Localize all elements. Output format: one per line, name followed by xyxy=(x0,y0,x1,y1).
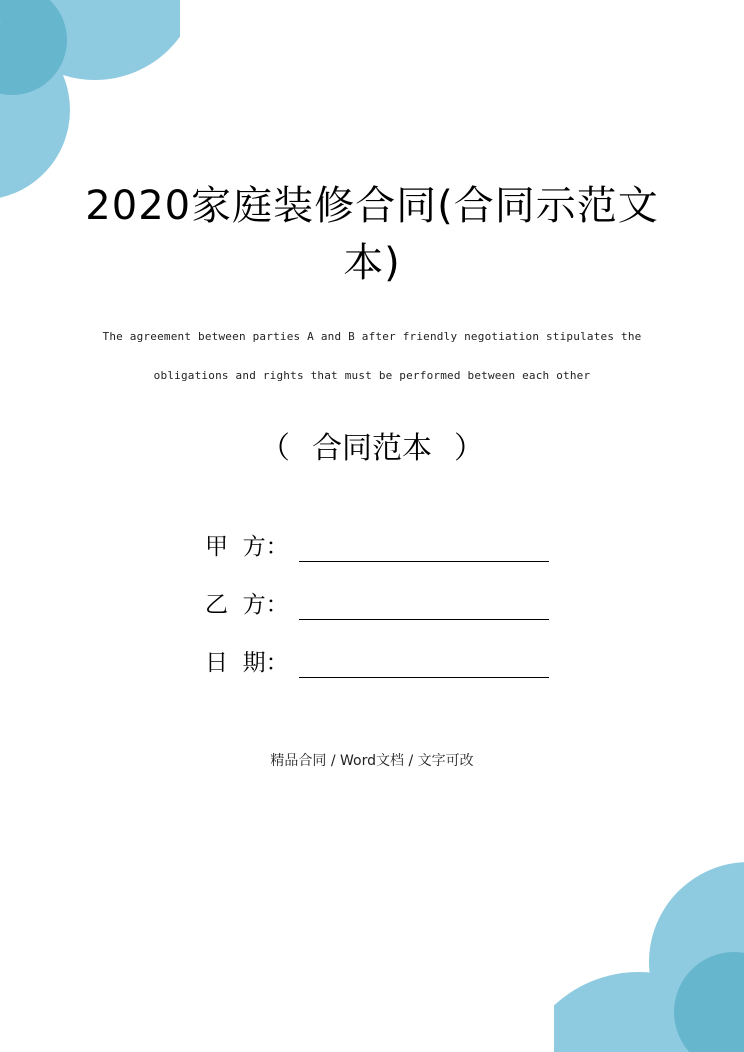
date-label: 日 期： xyxy=(205,650,289,676)
date-blank-line[interactable] xyxy=(299,651,549,678)
corner-decoration-bottom-right xyxy=(554,852,744,1052)
english-description-line1: The agreement between parties A and B after friendly negotiation stipulates the xyxy=(102,330,642,343)
contract-subtitle xyxy=(0,423,744,467)
document-title-line1: 2020家庭装修合同(合同示范文 xyxy=(85,183,659,229)
footer-note: 精品合同 / Word文档 / 文字可改 xyxy=(270,753,474,769)
english-description-line2: obligations and rights that must be performed between each other xyxy=(153,369,591,382)
party-a-blank-line[interactable] xyxy=(299,535,549,562)
subtitle-open-paren: （ xyxy=(260,431,290,466)
subtitle-text: 合同范本 xyxy=(312,431,432,466)
party-b-label: 乙 方： xyxy=(205,592,289,618)
date-row xyxy=(205,648,549,678)
party-a-label: 甲 方： xyxy=(205,534,289,560)
corner-decoration-top-left xyxy=(0,0,180,200)
document-title-line2: 本) xyxy=(343,240,401,286)
party-b-row xyxy=(205,590,549,620)
subtitle-close-paren: ） xyxy=(454,431,484,466)
party-a-row xyxy=(205,532,549,562)
party-b-blank-line[interactable] xyxy=(299,593,549,620)
